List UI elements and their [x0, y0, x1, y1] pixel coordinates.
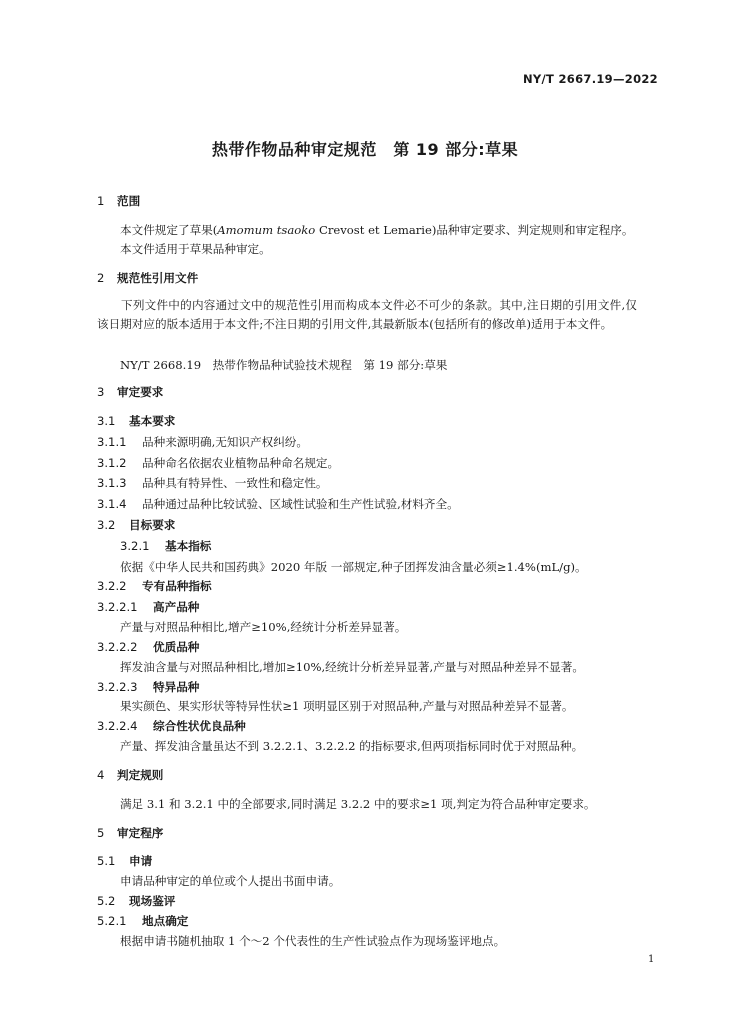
- section-5-heading: 5 审定程序: [97, 826, 164, 840]
- clause-5-2-1-text: 根据申请书随机抽取 1 个～2 个代表性的生产性试验点作为现场鉴评地点。: [120, 934, 506, 948]
- standard-code: NY/T 2667.19—2022: [523, 72, 658, 86]
- section-2-heading: 2 规范性引用文件: [97, 271, 199, 285]
- clause-3-1-4: 3.1.4 品种通过品种比较试验、区域性试验和生产性试验,材料齐全。: [97, 497, 459, 511]
- clause-3-2-2-2-heading: 3.2.2.2 优质品种: [97, 640, 200, 654]
- page-number: 1: [648, 954, 655, 965]
- clause-3-2-2-heading: 3.2.2 专有品种指标: [97, 579, 212, 593]
- clause-3-2-2-3-heading: 3.2.2.3 特异品种: [97, 680, 200, 694]
- clause-3-1-1: 3.1.1 品种来源明确,无知识产权纠纷。: [97, 435, 308, 449]
- section-4-text: 满足 3.1 和 3.2.1 中的全部要求,同时满足 3.2.2 中的要求≥1 项,判定为符合品种审定要求。: [120, 797, 596, 811]
- clause-3-2-2-3-text: 果实颜色、果实形状等特异性状≥1 项明显区别于对照品种,产量与对照品种差异不显著。: [120, 699, 574, 713]
- clause-3-2-2-1-text: 产量与对照品种相比,增产≥10%,经统计分析差异显著。: [120, 620, 407, 634]
- clause-3-1-2: 3.1.2 品种命名依据农业植物品种命名规定。: [97, 456, 340, 470]
- clause-3-2-2-1-heading: 3.2.2.1 高产品种: [97, 600, 200, 614]
- document-title: 热带作物品种审定规范 第 19 部分:草果: [211, 140, 519, 159]
- clause-3-2-2-4-text: 产量、挥发油含量虽达不到 3.2.2.1、3.2.2.2 的指标要求,但两项指标同时优于对照品种。: [120, 739, 584, 753]
- clause-3-2-2-4-heading: 3.2.2.4 综合性状优良品种: [97, 719, 246, 733]
- clause-3-2-1-text: 依据《中华人民共和国药典》2020 年版 一部规定,种子团挥发油含量必须≥1.4%(mL/g)。: [120, 560, 587, 574]
- section-1-heading: 1 范围: [97, 194, 141, 208]
- section-3-heading: 3 审定要求: [97, 385, 164, 399]
- section-1-paragraph-1: 本文件规定了草果(Amomum tsaoko Crevost et Lemarie)品种审定要求、判定规则和审定程序。: [120, 223, 634, 237]
- normative-reference: NY/T 2668.19 热带作物品种试验技术规程 第 19 部分:草果: [120, 358, 448, 372]
- section-4-heading: 4 判定规则: [97, 768, 164, 782]
- section-5-1-heading: 5.1 申请: [97, 854, 153, 868]
- clause-3-2-2-2-text: 挥发油含量与对照品种相比,增加≥10%,经统计分析差异显著,产量与对照品种差异不显著。: [120, 660, 584, 674]
- clause-3-1-3: 3.1.3 品种具有特异性、一致性和稳定性。: [97, 476, 328, 490]
- section-5-1-text: 申请品种审定的单位或个人提出书面申请。: [120, 874, 341, 888]
- section-5-2-heading: 5.2 现场鉴评: [97, 894, 176, 908]
- section-3-2-heading: 3.2 目标要求: [97, 518, 176, 532]
- clause-3-2-1-heading: 3.2.1 基本指标: [120, 539, 212, 553]
- clause-5-2-1-heading: 5.2.1 地点确定: [97, 914, 189, 928]
- section-1-paragraph-2: 本文件适用于草果品种审定。: [120, 242, 271, 256]
- section-2-paragraph: 下列文件中的内容通过文中的规范性引用而构成本文件必不可少的条款。其中,注日期的引用文件,仅该日期对应的版本适用于本文件;不注日期的引用文件,其最新版本(包括所有的修改单)适用于本文件。: [97, 298, 637, 331]
- section-3-1-heading: 3.1 基本要求: [97, 414, 176, 428]
